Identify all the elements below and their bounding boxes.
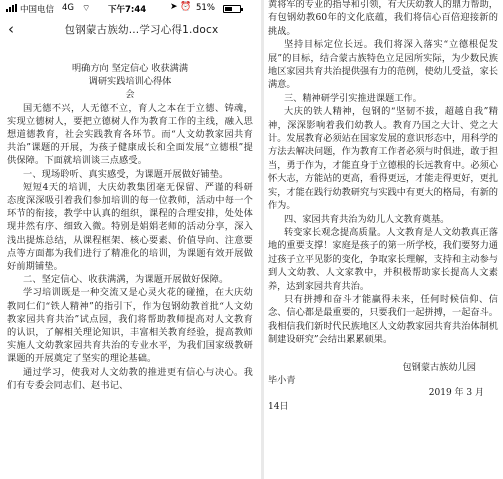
- location-icon: ➤: [170, 2, 178, 12]
- doc-heading-1: 明确方向 坚定信心 收获满满: [71, 63, 189, 74]
- paragraph-goal: 坚持目标定位长远。我们将深入落实“立德根促发展”的目标，结合蒙古族特色立足园所实际，为少数民族地区家园共育共治提供强有力的范例，使幼儿受益，家长满意。: [268, 39, 498, 91]
- signature-date-day: 14日: [268, 401, 289, 412]
- doc-heading-2: 调研实践培训心得体: [88, 76, 172, 88]
- battery-percent: 51%: [196, 3, 215, 13]
- paragraph-intro: 国无德不兴，人无德不立，育人之本在于立德、铸魂，实现立德树人，要把立德树人作为教育工作的主线，融入思想道德教育，社会实践教育各环节。而“人文幼教家园共育共治”课题的开展，为孩子健康成长和全面发展“立德根”提供保障。下面就培训谈三点感受。: [7, 102, 253, 167]
- paragraph-continued: 通过学习，使我对人文幼教的推进更有信心与决心。我们有专委会同志们、赵书记、: [7, 366, 253, 391]
- doc-heading-3: 会: [125, 89, 135, 101]
- section-heading-1: 一、现场聆听、真实感受，为课题开展做好铺垫。: [23, 168, 229, 180]
- signature-name: 毕小青: [268, 374, 296, 386]
- back-arrow-icon[interactable]: ‹: [8, 20, 14, 38]
- status-bar: [0, 0, 261, 18]
- paragraph-section-3: 大庆的铁人精神，包钢的“坚韧不拔，超越自我”精神，深深影响着我们幼教人。教育乃国之大计、党之大计。发展教育必须站在国家发展的意识形态中，用科学的方法去解决问题，作为教育工作者必须与时俱进，敢于担当，勇于作为，才能直身于立德根的长远教育中。必须心怀大志，方能站的更高，看得更远，才能走得更好，更扎实，才能在践行幼教研究与实践中有更大的格局，有新的作为。: [268, 106, 498, 212]
- document-body-right: [264, 0, 503, 414]
- battery-icon: [223, 5, 241, 13]
- document-page-right: [264, 0, 503, 479]
- network-label: 4G: [62, 3, 74, 13]
- signature-date: 2019 年 3 月: [428, 388, 484, 399]
- section-heading-4: 四、家园共育共治为幼儿人文教育奠基。: [284, 213, 450, 225]
- carrier-label: 中国电信: [20, 5, 55, 15]
- signal-icon: [6, 4, 17, 12]
- section-heading-3: 三、精神研学引实推进课题工作。: [284, 92, 422, 104]
- paragraph-section-4: 转变家长观念提高质量。人文教育是人文幼教真正落地的重要支撑！家庭是孩子的第一所学校，我们要努力通过孩子立平见影的变化，争取家长理解，支持和主动参与到人文幼教、人文家教中，并积极帮助家长提高人文素养，达到家园共育共治。: [268, 226, 498, 292]
- wifi-icon: ⌔: [82, 4, 91, 14]
- document-title-bar: [0, 18, 261, 40]
- paragraph-closing: 只有拼搏和奋斗才能赢得未来，任何时候信仰、信念、信心都是最重要的，只要我们一起拼搏，一起奋斗。我相信我们新时代民族地区人文幼教家园共育共治体制机制建设研究”会结出累累硕果。: [268, 293, 498, 346]
- paragraph-continued-top: 黄将军的专业的指导和引领，有大庆幼教人的鼎力帮助，有包钢幼教60年的文化底蕴，我们将信心百倍迎接新的挑战。: [268, 0, 498, 37]
- clock-time: 下午7:44: [108, 5, 147, 15]
- alarm-icon: ⏰: [180, 2, 192, 12]
- section-heading-2: 二、坚定信心、收获满满，为课题开展做好保障。: [23, 274, 229, 286]
- paragraph-section-1: 短短4天的培训，大庆幼教集团毫无保留、严谨的科研态度深深吸引着我们参加培训的每一位教师，活动中每一个环节的衔接，教学中认真的组织，课程的合理安排，处处体现井然有序、细致入微。特别是娟娟老师的活动分享，深入浅出提炼总结，从课程框架、核心要素、价值导向、注意要点等方面都为我们进行了精准化的培训，为课题有效开展做好前期铺垫。: [7, 181, 253, 273]
- paragraph-section-2: 学习培训既是一种交流又是心灵火花的碰撞，在大庆幼教同仁们“铁人精神”的指引下，作为包钢幼教首批“人文幼教家园共育共治”试点园，我们将帮助教师提高对人文教育的认识，了解相关理论知识，丰富相关教育经验，提高教师实施人文幼教家园共育共治的专业水平，为我们国家级教研课题的开展奠定了坚实的理论基础。: [7, 287, 253, 365]
- signature-organization: 包钢蒙古族幼儿园: [402, 361, 476, 373]
- document-title: 包钢蒙古族幼...学习心得1.docx: [64, 24, 219, 36]
- document-body-left: [0, 62, 261, 392]
